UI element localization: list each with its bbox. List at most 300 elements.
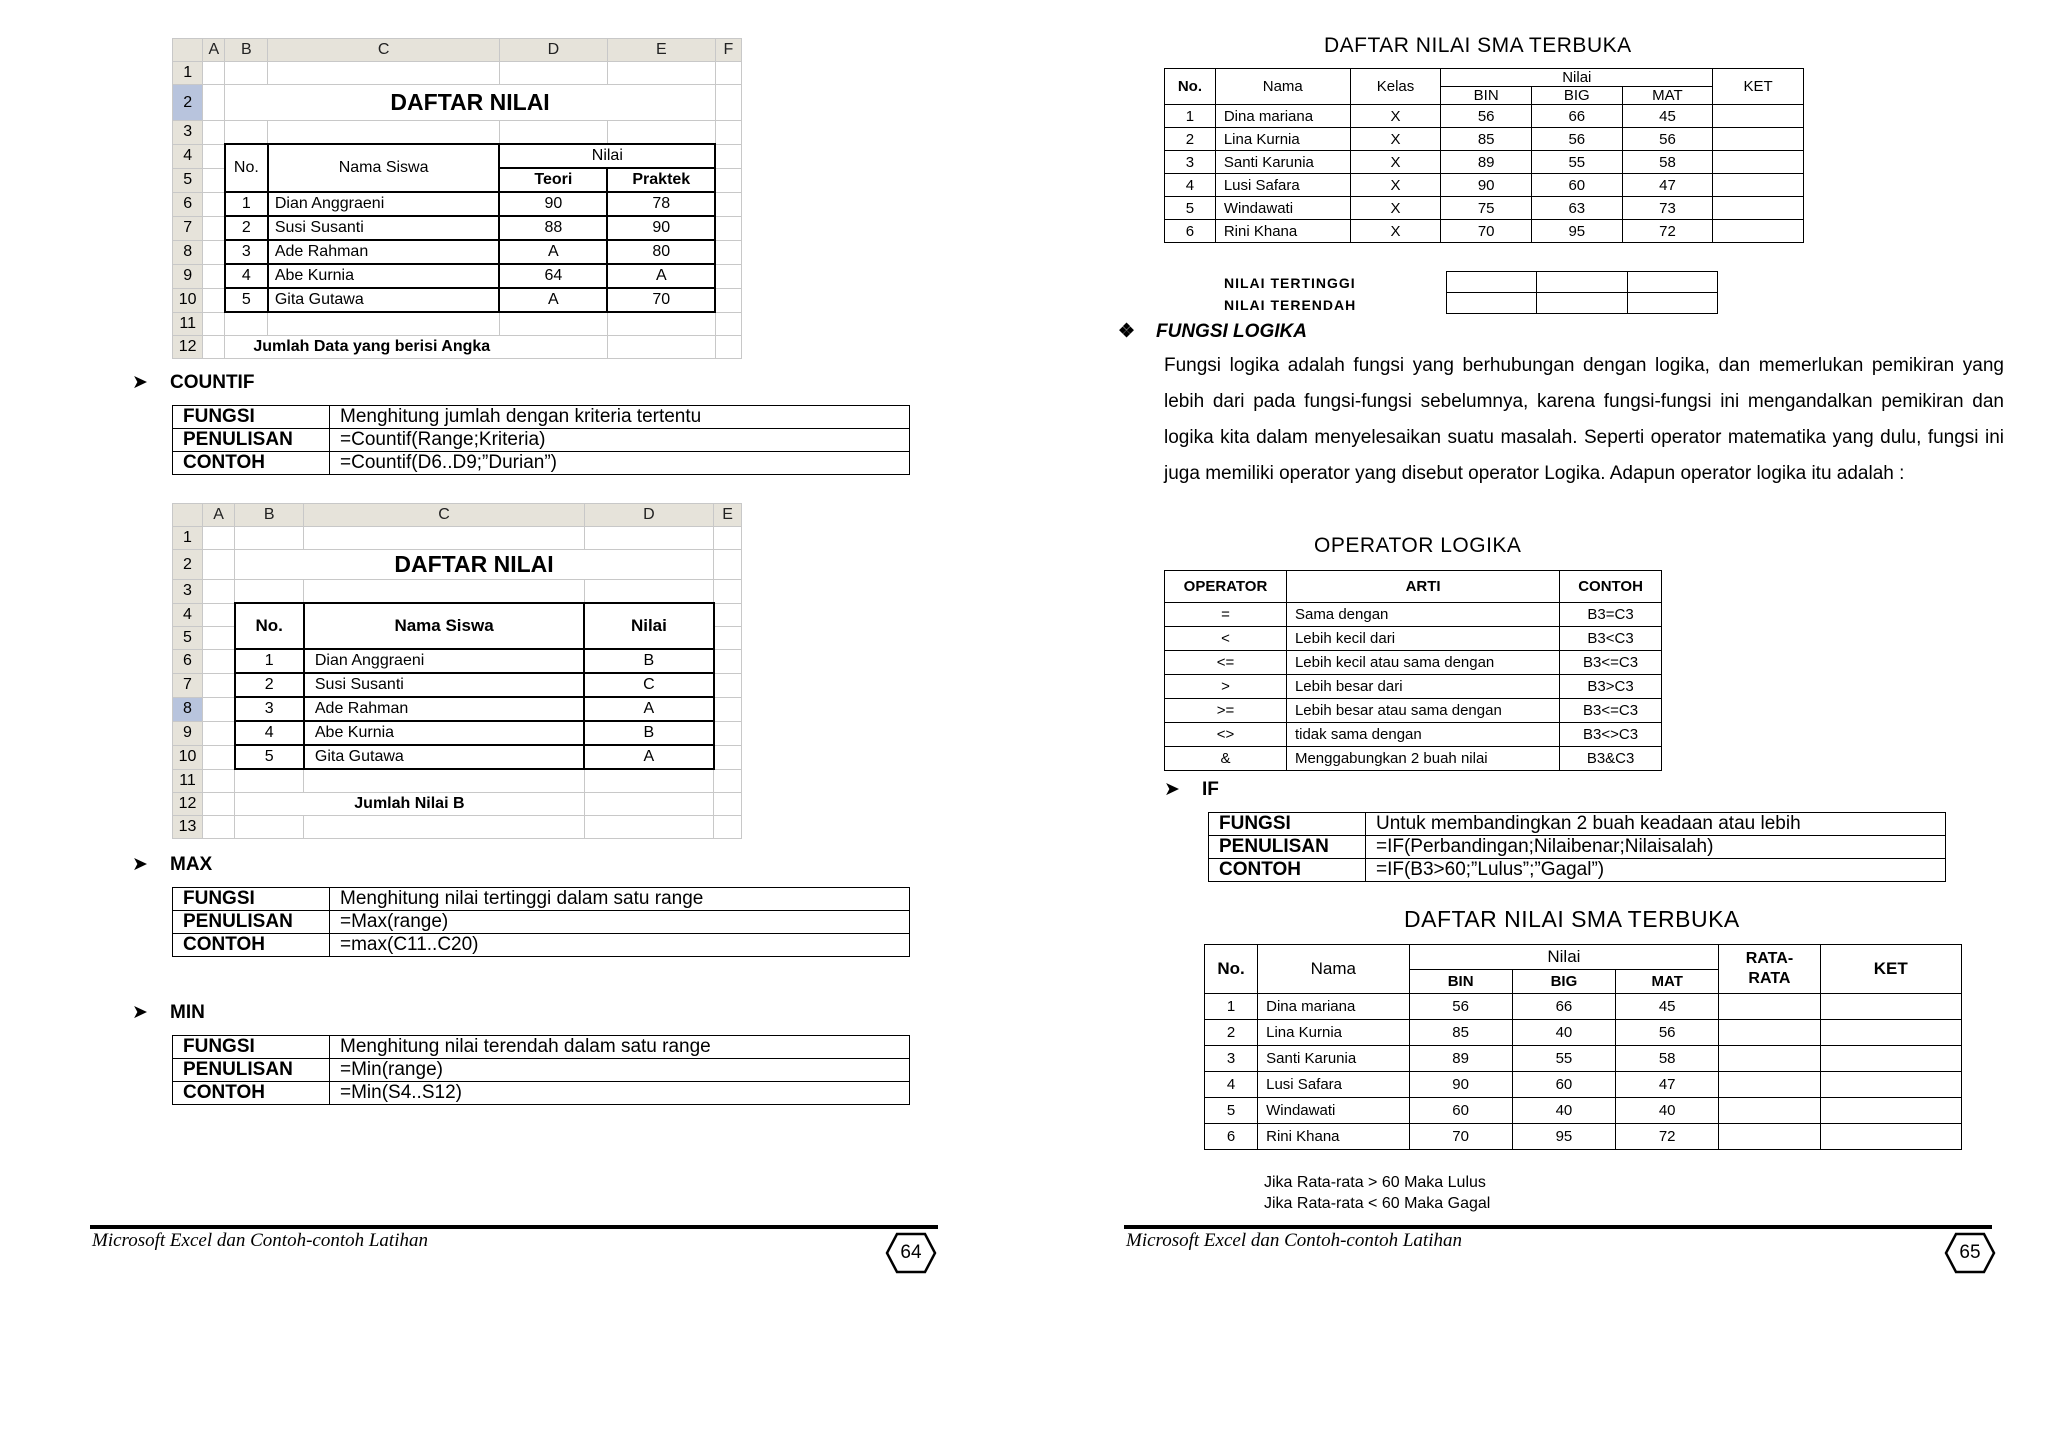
- header-mat: MAT: [1622, 87, 1713, 105]
- cell-ket: [1713, 197, 1804, 220]
- cell-ket: [1820, 1098, 1961, 1124]
- table-row: [1165, 747, 1662, 771]
- table-row: [1165, 174, 1804, 197]
- cell-operator: <>: [1165, 723, 1287, 747]
- cell-bin: 70: [1441, 220, 1532, 243]
- info-table-min: [172, 1035, 910, 1105]
- paragraph-fungsi-logika: Fungsi logika adalah fungsi yang berhubungan dengan logika, dan memerlukan pemikiran yang lebih dari pada fungsi-fungsi sebelumnya, karena fungsi-fungsi ini mengandalkan pemikiran dan logika kita dalam menyelesaikan suatu masalah. Seperti operator matematika yang dulu, fungsi ini juga memiliki operator yang disebut operator Logika. Adapun operator logika itu adalah :: [1164, 355, 2004, 484]
- info-key: CONTOH: [173, 452, 330, 475]
- heading-text: COUNTIF: [170, 372, 255, 393]
- table-row: [173, 911, 910, 934]
- cell-nama: Susi Susanti: [268, 216, 500, 240]
- cell-mat: 40: [1616, 1098, 1719, 1124]
- row-header: 5: [173, 168, 203, 192]
- info-value: =IF(Perbandingan;Nilaibenar;Nilaisalah): [1366, 836, 1946, 859]
- cell-big: 55: [1531, 151, 1622, 174]
- cell-no: 2: [1165, 128, 1216, 151]
- sheet-footer: Jumlah Nilai B: [235, 793, 585, 816]
- row-header: 7: [173, 673, 203, 697]
- info-key: CONTOH: [1209, 859, 1366, 882]
- cell-nama: Gita Gutawa: [304, 745, 584, 769]
- table-row: [173, 934, 910, 957]
- info-key: FUNGSI: [1209, 813, 1366, 836]
- row-header: 11: [173, 769, 203, 793]
- cell-mat: 47: [1616, 1072, 1719, 1098]
- cell-no: 6: [1205, 1124, 1258, 1150]
- header-no: No.: [225, 144, 268, 192]
- cell-contoh: B3&C3: [1560, 747, 1662, 771]
- table-row: [1165, 197, 1804, 220]
- cell-ket: [1713, 220, 1804, 243]
- cell-arti: Menggabungkan 2 buah nilai: [1286, 747, 1559, 771]
- cell-nama: Windawati: [1258, 1098, 1409, 1124]
- cell-arti: Lebih kecil atau sama dengan: [1286, 651, 1559, 675]
- table-row: [173, 673, 742, 697]
- cell-no: 5: [235, 745, 304, 769]
- sheet-footer: Jumlah Data yang berisi Angka: [225, 336, 607, 359]
- cell-contoh: B3<=C3: [1560, 699, 1662, 723]
- row-header: 3: [173, 121, 203, 145]
- row-header: 10: [173, 288, 203, 312]
- cell-ket: [1820, 1046, 1961, 1072]
- cell-kelas: X: [1350, 128, 1441, 151]
- cell-kelas: X: [1350, 151, 1441, 174]
- cell-operator: <: [1165, 627, 1287, 651]
- cell-mat: 58: [1622, 151, 1713, 174]
- row-header: 9: [173, 264, 203, 288]
- table-row: [1209, 859, 1946, 882]
- header-nama: Nama: [1258, 945, 1409, 994]
- col-header: D: [584, 504, 713, 527]
- cell-no: 1: [235, 649, 304, 673]
- cell-bin: 89: [1441, 151, 1532, 174]
- header-no: No.: [1205, 945, 1258, 994]
- cell-ket: [1713, 174, 1804, 197]
- table-row: [1165, 220, 1804, 243]
- header-nilai: Nilai: [1409, 945, 1719, 970]
- cell-big: 95: [1531, 220, 1622, 243]
- heading-text: MIN: [170, 1002, 205, 1023]
- heading-fungsi-logika: [1118, 320, 1307, 343]
- row-header: 3: [173, 580, 203, 604]
- row-header: 4: [173, 603, 203, 626]
- heading-max: [132, 853, 212, 876]
- cell-big: 40: [1512, 1020, 1615, 1046]
- page-number: 64: [900, 1242, 922, 1263]
- info-key: PENULISAN: [173, 429, 330, 452]
- cell-no: 4: [235, 721, 304, 745]
- row-header: 12: [173, 793, 203, 816]
- row-header: 2: [173, 550, 203, 580]
- table-row: [1165, 151, 1804, 174]
- diamond-bullet-icon: ❖: [1118, 321, 1136, 342]
- cell-rata: [1719, 994, 1820, 1020]
- heading-text: MAX: [170, 854, 213, 875]
- header-operator: OPERATOR: [1165, 571, 1287, 603]
- cell-rata: [1719, 1072, 1820, 1098]
- cell-nama: Rini Khana: [1258, 1124, 1409, 1150]
- cell-nilai: B: [584, 721, 713, 745]
- cell-no: 5: [1205, 1098, 1258, 1124]
- info-table-max: [172, 887, 910, 957]
- cell-mat: 47: [1622, 174, 1713, 197]
- cell-mat: 56: [1622, 128, 1713, 151]
- table-title: DAFTAR NILAI SMA TERBUKA: [1404, 906, 1740, 932]
- cell-nama: Lina Kurnia: [1258, 1020, 1409, 1046]
- cell-big: 55: [1512, 1046, 1615, 1072]
- table-row: [1209, 813, 1946, 836]
- cell-mat: 56: [1616, 1020, 1719, 1046]
- cell-praktek: 90: [607, 216, 715, 240]
- spreadsheet-daftar-nilai-1: [172, 38, 742, 359]
- table-row: [1165, 699, 1662, 723]
- cell-bin: 85: [1409, 1020, 1512, 1046]
- cell-nama: Susi Susanti: [304, 673, 584, 697]
- cell-mat: 72: [1616, 1124, 1719, 1150]
- arrow-bullet-icon: ➤: [1164, 779, 1180, 800]
- cell-praktek: 70: [607, 288, 715, 312]
- cell-mat: 45: [1622, 105, 1713, 128]
- col-header: C: [268, 39, 500, 62]
- cell-nama: Gita Gutawa: [268, 288, 500, 312]
- cell-ket: [1820, 1020, 1961, 1046]
- table-row: [173, 288, 742, 312]
- info-key: CONTOH: [173, 1082, 330, 1105]
- cell-praktek: A: [607, 264, 715, 288]
- table-row: [173, 240, 742, 264]
- heading-min: [132, 1001, 205, 1024]
- table-row: [1205, 1098, 1962, 1124]
- summary-labels: [1224, 272, 1356, 316]
- header-contoh: CONTOH: [1560, 571, 1662, 603]
- header-rata-line1: RATA-: [1745, 950, 1794, 967]
- cell-big: 66: [1512, 994, 1615, 1020]
- cell-no: 3: [235, 697, 304, 721]
- note-lulus: Jika Rata-rata > 60 Maka Lulus: [1264, 1174, 1486, 1191]
- row-header: 6: [173, 649, 203, 673]
- info-value: =Min(S4..S12): [330, 1082, 910, 1105]
- cell-no: 1: [225, 192, 268, 216]
- info-value: Menghitung nilai terendah dalam satu range: [330, 1036, 910, 1059]
- table-row: [173, 745, 742, 769]
- cell-no: 3: [1165, 151, 1216, 174]
- table-row: [1205, 994, 1962, 1020]
- cell-teori: A: [499, 240, 607, 264]
- table-row: [173, 216, 742, 240]
- table-row: [173, 1082, 910, 1105]
- row-header: 9: [173, 721, 203, 745]
- row-header: 12: [173, 336, 203, 359]
- table-row: [1165, 627, 1662, 651]
- cell-big: 95: [1512, 1124, 1615, 1150]
- heading-text: IF: [1202, 779, 1219, 800]
- header-bin: BIN: [1409, 970, 1512, 994]
- table-row: [173, 1059, 910, 1082]
- cell-contoh: B3<C3: [1560, 627, 1662, 651]
- cell-nama: Rini Khana: [1215, 220, 1350, 243]
- cell-rata: [1719, 1020, 1820, 1046]
- header-kelas: Kelas: [1350, 69, 1441, 105]
- cell-nama: Ade Rahman: [304, 697, 584, 721]
- info-key: PENULISAN: [173, 911, 330, 934]
- cell-empty: [1447, 293, 1537, 314]
- cell-bin: 60: [1409, 1098, 1512, 1124]
- page-number: 65: [1959, 1242, 1981, 1263]
- table-row: [1209, 836, 1946, 859]
- page-number-badge: [1944, 1232, 1996, 1274]
- arrow-bullet-icon: ➤: [132, 854, 148, 875]
- cell-teori: 88: [499, 216, 607, 240]
- cell-ket: [1820, 994, 1961, 1020]
- cell-operator: =: [1165, 603, 1287, 627]
- cell-nama: Lusi Safara: [1258, 1072, 1409, 1098]
- table-row: [1205, 1072, 1962, 1098]
- table-row: [173, 697, 742, 721]
- table-row: [173, 649, 742, 673]
- info-value: Menghitung nilai tertinggi dalam satu range: [330, 888, 910, 911]
- cell-empty: [1537, 272, 1627, 293]
- header-praktek: Praktek: [607, 168, 715, 192]
- cell-empty: [1447, 272, 1537, 293]
- cell-no: 3: [225, 240, 268, 264]
- cell-nama: Lusi Safara: [1215, 174, 1350, 197]
- cell-bin: 56: [1441, 105, 1532, 128]
- footer-text: Microsoft Excel dan Contoh-contoh Latihan: [1126, 1230, 1462, 1251]
- cell-arti: Lebih besar atau sama dengan: [1286, 699, 1559, 723]
- cell-nama: Santi Karunia: [1258, 1046, 1409, 1072]
- header-nama: Nama: [1215, 69, 1350, 105]
- cell-nilai: A: [584, 697, 713, 721]
- table-row: [1165, 675, 1662, 699]
- table-row: [173, 406, 910, 429]
- table-row: [173, 429, 910, 452]
- header-teori: Teori: [499, 168, 607, 192]
- cell-teori: 90: [499, 192, 607, 216]
- col-header: B: [225, 39, 268, 62]
- cell-big: 60: [1531, 174, 1622, 197]
- cell-nama: Dina mariana: [1258, 994, 1409, 1020]
- col-header: D: [499, 39, 607, 62]
- info-value: =Countif(Range;Kriteria): [330, 429, 910, 452]
- table-row: [1205, 1046, 1962, 1072]
- sheet-title: DAFTAR NILAI: [225, 85, 715, 121]
- col-header: E: [714, 504, 742, 527]
- cell-ket: [1713, 151, 1804, 174]
- cell-arti: Lebih kecil dari: [1286, 627, 1559, 651]
- cell-praktek: 80: [607, 240, 715, 264]
- cell-empty: [1627, 272, 1717, 293]
- cell-operator: >: [1165, 675, 1287, 699]
- row-header: 5: [173, 626, 203, 649]
- table-daftar-nilai-sma-1: [1164, 68, 1804, 243]
- notes: [1264, 1172, 1490, 1214]
- info-key: PENULISAN: [1209, 836, 1366, 859]
- info-key: CONTOH: [173, 934, 330, 957]
- info-table-countif: [172, 405, 910, 475]
- header-rata-line2: RATA: [1748, 970, 1791, 987]
- cell-teori: 64: [499, 264, 607, 288]
- table-row: [1165, 105, 1804, 128]
- footer-rule: [90, 1225, 938, 1229]
- cell-operator: &: [1165, 747, 1287, 771]
- cell-kelas: X: [1350, 174, 1441, 197]
- sheet-title: DAFTAR NILAI: [235, 550, 714, 580]
- cell-no: 4: [1165, 174, 1216, 197]
- row-header: 1: [173, 62, 203, 85]
- cell-contoh: B3<>C3: [1560, 723, 1662, 747]
- cell-kelas: X: [1350, 105, 1441, 128]
- row-header: 13: [173, 816, 203, 839]
- header-nilai: Nilai: [499, 144, 715, 168]
- cell-operator: <=: [1165, 651, 1287, 675]
- cell-mat: 72: [1622, 220, 1713, 243]
- col-header: A: [203, 504, 235, 527]
- row-header: 8: [173, 697, 203, 721]
- header-ket: KET: [1820, 945, 1961, 994]
- info-key: FUNGSI: [173, 888, 330, 911]
- cell-bin: 70: [1409, 1124, 1512, 1150]
- cell-no: 3: [1205, 1046, 1258, 1072]
- cell-teori: A: [499, 288, 607, 312]
- cell-nama: Santi Karunia: [1215, 151, 1350, 174]
- table-row: [173, 888, 910, 911]
- header-bin: BIN: [1441, 87, 1532, 105]
- cell-no: 4: [1205, 1072, 1258, 1098]
- label-nilai-terendah: NILAI TERENDAH: [1224, 297, 1357, 313]
- header-big: BIG: [1531, 87, 1622, 105]
- arrow-bullet-icon: ➤: [132, 1002, 148, 1023]
- cell-kelas: X: [1350, 220, 1441, 243]
- info-key: PENULISAN: [173, 1059, 330, 1082]
- cell-operator: >=: [1165, 699, 1287, 723]
- col-header: A: [203, 39, 225, 62]
- cell-rata: [1719, 1124, 1820, 1150]
- cell-mat: 58: [1616, 1046, 1719, 1072]
- cell-ket: [1820, 1072, 1961, 1098]
- footer-rule: [1124, 1225, 1992, 1229]
- cell-kelas: X: [1350, 197, 1441, 220]
- header-nilai: Nilai: [584, 603, 713, 649]
- header-no: No.: [1165, 69, 1216, 105]
- cell-nilai: A: [584, 745, 713, 769]
- cell-bin: 56: [1409, 994, 1512, 1020]
- spreadsheet-daftar-nilai-2: [172, 503, 742, 839]
- row-header: 10: [173, 745, 203, 769]
- table-row: [173, 1036, 910, 1059]
- cell-arti: Sama dengan: [1286, 603, 1559, 627]
- info-key: FUNGSI: [173, 406, 330, 429]
- cell-arti: Lebih besar dari: [1286, 675, 1559, 699]
- table-row: [173, 264, 742, 288]
- cell-contoh: B3=C3: [1560, 603, 1662, 627]
- table-row: [173, 721, 742, 745]
- cell-nama: Abe Kurnia: [304, 721, 584, 745]
- row-header: 1: [173, 527, 203, 550]
- heading-countif: [132, 371, 254, 394]
- header-big: BIG: [1512, 970, 1615, 994]
- col-header: E: [607, 39, 715, 62]
- cell-bin: 90: [1441, 174, 1532, 197]
- table-title: OPERATOR LOGIKA: [1314, 534, 1522, 557]
- cell-nama: Ade Rahman: [268, 240, 500, 264]
- cell-nilai: C: [584, 673, 713, 697]
- cell-rata: [1719, 1046, 1820, 1072]
- info-value: =Min(range): [330, 1059, 910, 1082]
- info-value: =IF(B3>60;”Lulus”;”Gagal”): [1366, 859, 1946, 882]
- cell-no: 1: [1165, 105, 1216, 128]
- cell-bin: 75: [1441, 197, 1532, 220]
- col-header: B: [235, 504, 304, 527]
- cell-arti: tidak sama dengan: [1286, 723, 1559, 747]
- cell-empty: [1537, 293, 1627, 314]
- row-header: 7: [173, 216, 203, 240]
- cell-nama: Abe Kurnia: [268, 264, 500, 288]
- header-nama-siswa: Nama Siswa: [304, 603, 584, 649]
- header-arti: ARTI: [1286, 571, 1559, 603]
- cell-empty: [1627, 293, 1717, 314]
- header-rata-rata: [1719, 945, 1820, 994]
- cell-big: 60: [1512, 1072, 1615, 1098]
- col-header: F: [715, 39, 741, 62]
- cell-no: 2: [1205, 1020, 1258, 1046]
- cell-no: 2: [235, 673, 304, 697]
- page-right: [1024, 0, 2048, 1448]
- cell-no: 5: [225, 288, 268, 312]
- cell-bin: 85: [1441, 128, 1532, 151]
- info-value: =max(C11..C20): [330, 934, 910, 957]
- cell-ket: [1713, 105, 1804, 128]
- table-row: [1165, 723, 1662, 747]
- row-header: 8: [173, 240, 203, 264]
- heading-text: FUNGSI LOGIKA: [1156, 321, 1307, 342]
- cell-no: 6: [1165, 220, 1216, 243]
- table-daftar-nilai-sma-2: [1204, 944, 1962, 1150]
- header-ket: KET: [1713, 69, 1804, 105]
- cell-nama: Windawati: [1215, 197, 1350, 220]
- info-value: Untuk membandingkan 2 buah keadaan atau lebih: [1366, 813, 1946, 836]
- cell-bin: 90: [1409, 1072, 1512, 1098]
- info-table-if: [1208, 812, 1946, 882]
- cell-nama: Dian Anggraeni: [304, 649, 584, 673]
- summary-table: [1446, 271, 1718, 314]
- table-row: [173, 452, 910, 475]
- cell-nilai: B: [584, 649, 713, 673]
- cell-ket: [1820, 1124, 1961, 1150]
- info-value: Menghitung jumlah dengan kriteria tertentu: [330, 406, 910, 429]
- col-header: C: [304, 504, 584, 527]
- cell-mat: 73: [1622, 197, 1713, 220]
- header-nilai: Nilai: [1441, 69, 1713, 87]
- corner-cell: [173, 504, 203, 527]
- cell-big: 56: [1531, 128, 1622, 151]
- cell-rata: [1719, 1098, 1820, 1124]
- page-number-badge: [885, 1232, 937, 1274]
- table-row: [1165, 651, 1662, 675]
- header-no: No.: [235, 603, 304, 649]
- cell-contoh: B3>C3: [1560, 675, 1662, 699]
- table-row: [173, 192, 742, 216]
- cell-big: 63: [1531, 197, 1622, 220]
- heading-if: [1164, 778, 1219, 801]
- label-nilai-tertinggi: NILAI TERTINGGI: [1224, 275, 1356, 291]
- info-value: =Max(range): [330, 911, 910, 934]
- table-row: [1165, 128, 1804, 151]
- cell-nama: Lina Kurnia: [1215, 128, 1350, 151]
- cell-big: 66: [1531, 105, 1622, 128]
- cell-contoh: B3<=C3: [1560, 651, 1662, 675]
- header-nama-siswa: Nama Siswa: [268, 144, 500, 192]
- cell-no: 5: [1165, 197, 1216, 220]
